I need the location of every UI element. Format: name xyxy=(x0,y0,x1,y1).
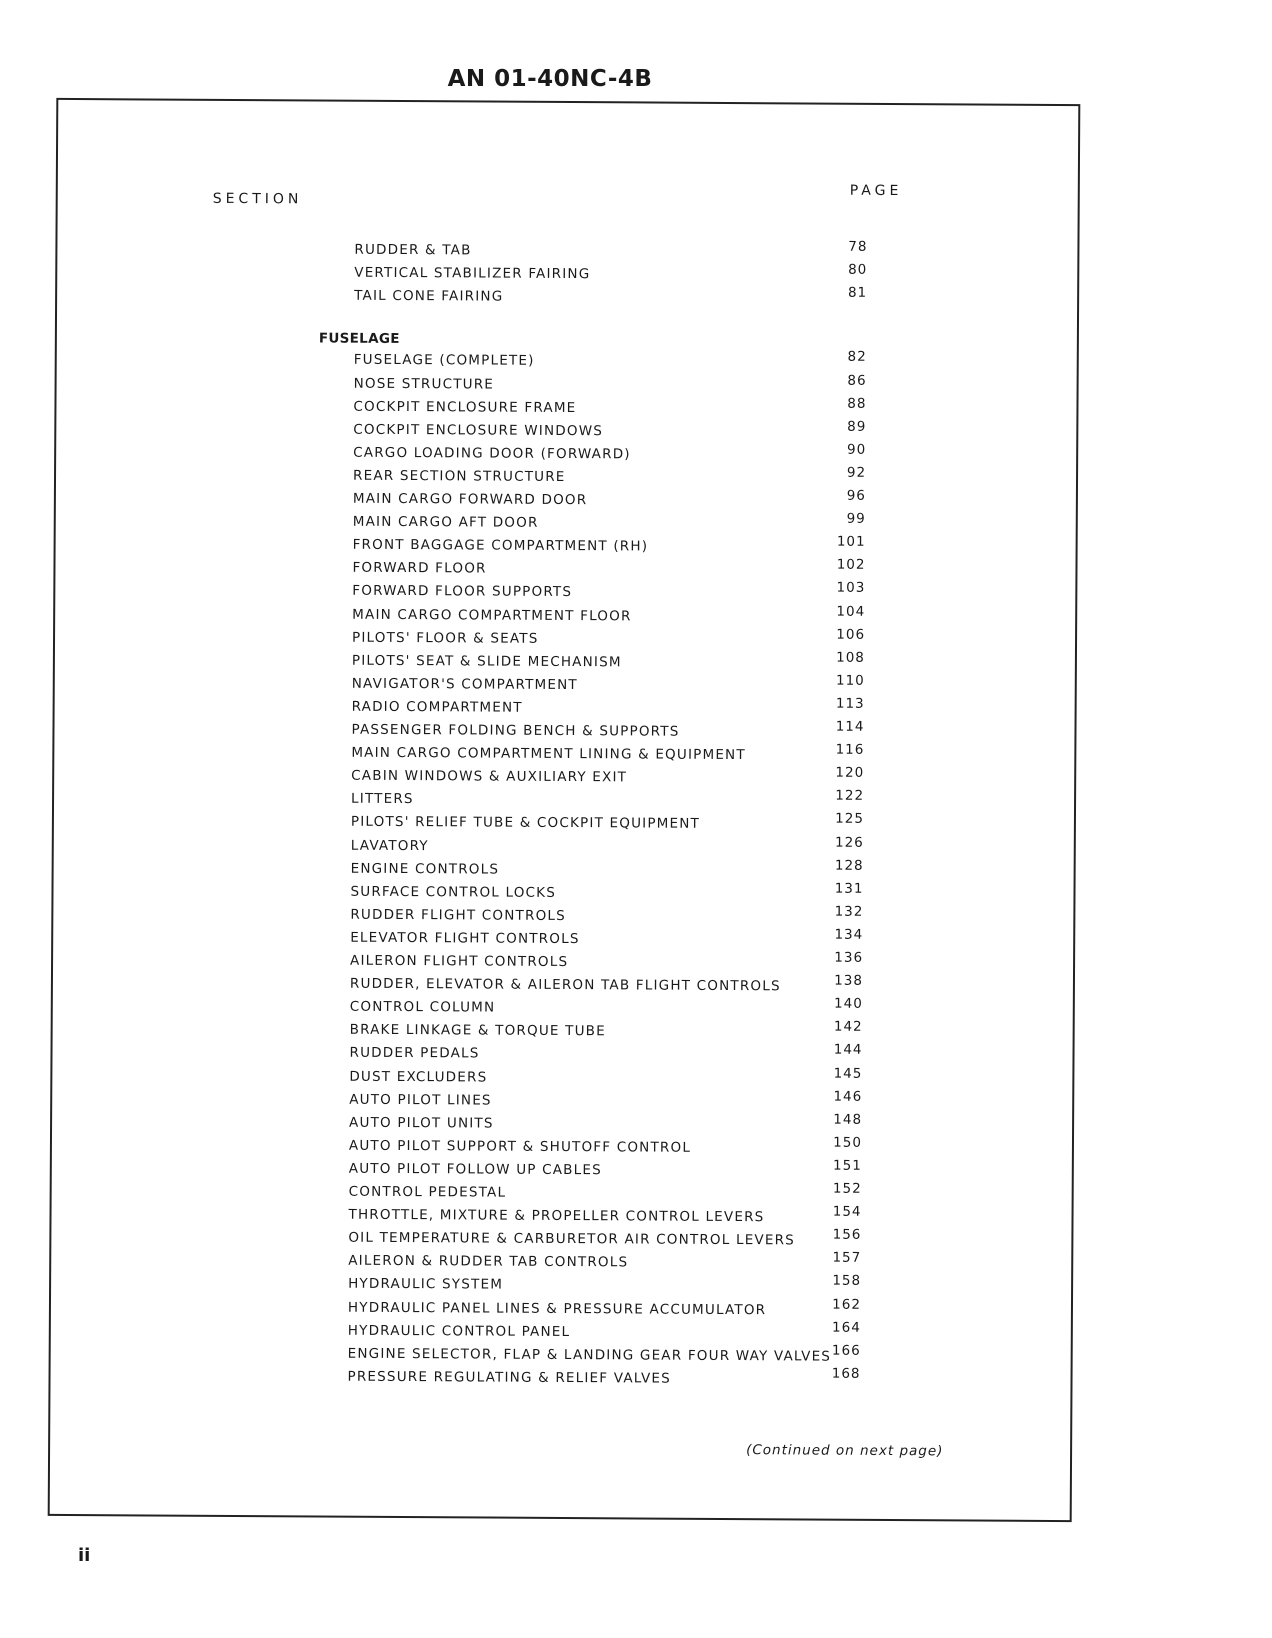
section-column-header: SECTION xyxy=(212,190,303,208)
toc-entry-page: 166 xyxy=(831,1342,861,1359)
toc-entry-page: 136 xyxy=(834,949,864,966)
toc-entry-label: RUDDER & TAB xyxy=(354,241,472,259)
toc-entry-label: HYDRAULIC CONTROL PANEL xyxy=(347,1322,571,1340)
toc-entry-page: 142 xyxy=(833,1018,863,1036)
toc-entry-page: 132 xyxy=(834,903,864,920)
toc-entry-page: 82 xyxy=(847,349,867,366)
toc-entry-label: TAIL CONE FAIRING xyxy=(354,287,504,305)
toc-entry-page: 81 xyxy=(847,284,868,302)
toc-entry-label: FORWARD FLOOR SUPPORTS xyxy=(352,583,573,601)
page-folio: ii xyxy=(78,1545,91,1566)
toc-entry-page: 150 xyxy=(833,1134,863,1151)
toc-entry-label: AUTO PILOT UNITS xyxy=(349,1114,494,1132)
toc-entry-page: 140 xyxy=(833,995,863,1013)
toc-entry-label: THROTTLE, MIXTURE & PROPELLER CONTROL LEVERS xyxy=(348,1206,765,1226)
page-column-header: PAGE xyxy=(849,182,903,200)
toc-entry-page: 102 xyxy=(836,556,866,574)
toc-entry-page: 138 xyxy=(834,972,864,989)
toc-entry-label: HYDRAULIC PANEL LINES & PRESSURE ACCUMULATOR xyxy=(347,1299,767,1318)
toc-entry-label: MAIN CARGO COMPARTMENT FLOOR xyxy=(352,606,632,624)
toc-entry-label: RADIO COMPARTMENT xyxy=(351,698,523,716)
toc-entry-label: PILOTS' SEAT & SLIDE MECHANISM xyxy=(351,652,622,671)
toc-entry-page: 125 xyxy=(835,811,864,828)
toc-entry-page: 168 xyxy=(831,1365,861,1382)
toc-entry-label: COCKPIT ENCLOSURE FRAME xyxy=(353,398,577,416)
toc-entry-label: PILOTS' FLOOR & SEATS xyxy=(352,629,539,647)
toc-entry-label: MAIN CARGO COMPARTMENT LINING & EQUIPMENT xyxy=(351,744,746,764)
toc-entry-label: ENGINE CONTROLS xyxy=(350,860,500,878)
toc-entry-page: 151 xyxy=(833,1157,862,1174)
toc-entry-page: 86 xyxy=(847,372,867,389)
toc-entry-label: HYDRAULIC SYSTEM xyxy=(348,1276,504,1294)
toc-entry-label: CARGO LOADING DOOR (FORWARD) xyxy=(353,444,631,463)
toc-entry-label: PASSENGER FOLDING BENCH & SUPPORTS xyxy=(351,721,680,740)
toc-entry-page: 145 xyxy=(833,1065,863,1082)
toc-entry-label: LITTERS xyxy=(351,790,414,808)
toc-entry-label: DUST EXCLUDERS xyxy=(349,1068,488,1086)
toc-entry-label: FUSELAGE (COMPLETE) xyxy=(353,352,535,370)
toc-entry-label: NAVIGATOR'S COMPARTMENT xyxy=(351,675,578,693)
toc-entry-page: 120 xyxy=(835,764,865,782)
toc-entry-page: 106 xyxy=(836,626,866,643)
toc-entry-page: 144 xyxy=(833,1042,863,1059)
toc-entry-page: 152 xyxy=(832,1180,862,1197)
toc-entry-label: RUDDER FLIGHT CONTROLS xyxy=(350,906,566,924)
toc-entry-label: ELEVATOR FLIGHT CONTROLS xyxy=(350,929,580,947)
toc-entry-page: 113 xyxy=(835,695,865,712)
table-of-contents xyxy=(50,100,1079,1520)
toc-entry-label: PILOTS' RELIEF TUBE & COCKPIT EQUIPMENT xyxy=(350,814,701,833)
toc-entry-label: VERTICAL STABILIZER FAIRING xyxy=(354,264,591,283)
toc-entry-page: 92 xyxy=(846,464,867,481)
toc-entry-page: 80 xyxy=(848,261,868,278)
toc-entry-label: NOSE STRUCTURE xyxy=(353,375,495,393)
toc-entry-label: REAR SECTION STRUCTURE xyxy=(352,467,566,485)
toc-entry-page: 116 xyxy=(835,741,865,758)
toc-entry-page: 108 xyxy=(836,649,865,666)
toc-group-heading: FUSELAGE xyxy=(318,330,400,348)
toc-entry-page: 148 xyxy=(833,1111,863,1128)
toc-entry-page: 162 xyxy=(832,1296,862,1313)
toc-entry-page: 158 xyxy=(832,1273,862,1290)
toc-entry-page: 101 xyxy=(836,533,866,551)
toc-entry-label: OIL TEMPERATURE & CARBURETOR AIR CONTROL LEVERS xyxy=(348,1229,796,1249)
toc-entry-label: RUDDER PEDALS xyxy=(349,1045,480,1062)
document-title: AN 01-40NC-4B xyxy=(447,66,653,92)
toc-entry-page: 146 xyxy=(833,1088,863,1105)
toc-entry-label: CONTROL PEDESTAL xyxy=(348,1183,507,1201)
toc-entry-label: MAIN CARGO FORWARD DOOR xyxy=(352,490,588,509)
toc-entry-label: BRAKE LINKAGE & TORQUE TUBE xyxy=(349,1021,606,1040)
toc-entry-page: 156 xyxy=(832,1226,862,1244)
toc-entry-page: 99 xyxy=(846,510,866,527)
toc-entry-label: AUTO PILOT LINES xyxy=(349,1091,492,1109)
toc-entry-page: 131 xyxy=(834,880,864,897)
toc-entry-page: 164 xyxy=(832,1319,861,1336)
toc-entry-label: MAIN CARGO AFT DOOR xyxy=(352,513,539,531)
toc-entry-page: 157 xyxy=(832,1249,862,1267)
toc-entry-page: 128 xyxy=(834,857,864,874)
toc-entry-page: 78 xyxy=(848,238,868,255)
toc-entry-page: 110 xyxy=(835,672,865,689)
toc-entry-page: 114 xyxy=(835,718,865,735)
toc-entry-label: FRONT BAGGAGE COMPARTMENT (RH) xyxy=(352,536,649,555)
toc-entry-page: 154 xyxy=(832,1203,862,1220)
toc-entry-label: SURFACE CONTROL LOCKS xyxy=(350,883,557,901)
toc-entry-label: RUDDER, ELEVATOR & AILERON TAB FLIGHT CONTROLS xyxy=(349,975,781,995)
toc-entry-page: 88 xyxy=(847,395,867,412)
toc-entry-page: 90 xyxy=(846,441,867,458)
toc-entry-page: 134 xyxy=(834,926,864,943)
toc-entry-label: CONTROL COLUMN xyxy=(349,998,496,1016)
toc-entry-page: 96 xyxy=(846,487,866,504)
toc-entry-label: AILERON & RUDDER TAB CONTROLS xyxy=(348,1252,629,1271)
continued-note: (Continued on next page) xyxy=(746,1442,944,1460)
toc-entry-page: 126 xyxy=(834,834,864,851)
toc-entry-label: ENGINE SELECTOR, FLAP & LANDING GEAR FOUR WAY VALVES xyxy=(347,1345,832,1365)
toc-entry-label: CABIN WINDOWS & AUXILIARY EXIT xyxy=(351,767,628,786)
toc-entry-page: 103 xyxy=(836,580,866,597)
toc-entry-label: FORWARD FLOOR xyxy=(352,560,487,577)
toc-entry-page: 89 xyxy=(847,418,867,435)
toc-entry-page: 122 xyxy=(835,787,865,805)
toc-entry-label: AILERON FLIGHT CONTROLS xyxy=(350,952,569,971)
toc-entry-label: COCKPIT ENCLOSURE WINDOWS xyxy=(353,421,604,439)
content-frame xyxy=(48,98,1081,1522)
toc-entry-label: AUTO PILOT FOLLOW UP CABLES xyxy=(348,1160,602,1179)
toc-entry-label: AUTO PILOT SUPPORT & SHUTOFF CONTROL xyxy=(348,1137,692,1156)
toc-entry-page: 104 xyxy=(836,603,866,620)
toc-entry-label: PRESSURE REGULATING & RELIEF VALVES xyxy=(347,1368,672,1387)
toc-entry-label: LAVATORY xyxy=(350,837,429,854)
